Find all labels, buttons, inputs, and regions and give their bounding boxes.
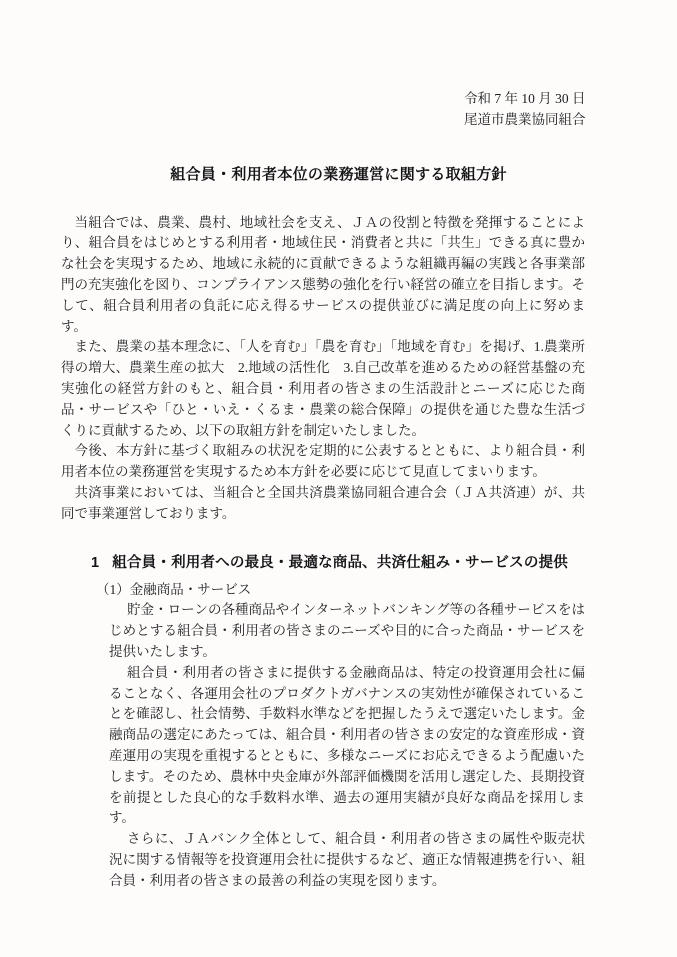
subsection-1-paragraph-2: 組合員・利用者の皆さまに提供する金融商品は、特定の投資運用会社に偏ることなく、各運用会社のプロダクトガバナンスの実効性が確保されていることを確認し、社会情勢、手数料水準などを把握したうえで選定いたします。金融商品の選定にあたっては、組合員・利用者の皆さまの安定的な資産形成・資産運用の実現を重視するとともに、多様なニーズにお応えできるよう配慮いたします。そのため、農林中央金庫が外部評価機関を活用し選定した、長期投資を前提とした良心的な手数料水準、過去の運用実績が良好な商品を採用します。: [109, 664, 585, 826]
intro-paragraph-1: 当組合では、農業、農村、地域社会を支え、ＪＡの役割と特徴を発揮することにより、組合員をはじめとする利用者・地域住民・消費者と共に「共生」できる真に豊かな社会を実現するため、地域に永続的に貢献できるような組織再編の実践と各事業部門の充実強化を図り、コンプライアンス態勢の強化を行い経営の確立を目指します。そして、組合員利用者の負託に応え得るサービスの提供並びに満足度の向上に努めます。: [61, 214, 585, 334]
section-1-heading-text: 組合員・利用者への最良・最適な商品、共済仕組み・サービスの提供: [112, 554, 568, 571]
section-1-heading: [91, 553, 585, 574]
intro-paragraph-2: また、農業の基本理念に、「人を育む」「農を育む」「地域を育む」を掲げ、1.農業所得の増大、農業生産の拡大 2.地域の活性化 3.自己改革を進めるための経営基盤の充実強化の経営方針のもと、組合員・利用者の皆さまの生活設計とニーズに応じた商品・サービスや「ひと・いえ・くるま・農業の総合保障」の提供を通じた豊な生活づくりに貢献するため、以下の取組方針を制定いたしました。: [61, 339, 585, 438]
subsection-1-body: [109, 600, 585, 891]
subsection-1-label: （1）金融商品・サービス: [96, 581, 252, 597]
document-date: 令和 7 年 10 月 30 日: [464, 91, 586, 106]
document-header: [464, 0, 677, 131]
subsection-1: [0, 580, 677, 892]
section-1-number: 1: [91, 554, 100, 571]
subsection-1-paragraph-1: 貯金・ローンの各種商品やインターネットバンキング等の各種サービスをはじめとする組合員・利用者の皆さまのニーズや目的に合った商品・サービスを提供いたします。: [109, 602, 585, 659]
document-title: 組合員・利用者本位の業務運営に関する取組方針: [170, 165, 507, 183]
intro-paragraph-3: 今後、本方針に基づく取組みの状況を定期的に公表するとともに、より組合員・利用者本位の業務運営を実現するため本方針を必要に応じて見直してまいります。: [61, 443, 585, 480]
intro-section: [61, 213, 585, 525]
intro-paragraph-4: 共済事業においては、当組合と全国共済農業協同組合連合会（ＪＡ共済連）が、共同で事業運営しております。: [61, 484, 585, 521]
subsection-1-paragraph-3: さらに、ＪＡバンク全体として、組合員・利用者の皆さまの属性や販売状況に関する情報等を投資運用会社に提供するなど、適正な情報連携を行い、組合員・利用者の皆さまの最善の利益の実現を図ります。: [109, 831, 585, 888]
organization-name: 尾道市農業協同組合: [464, 111, 586, 127]
